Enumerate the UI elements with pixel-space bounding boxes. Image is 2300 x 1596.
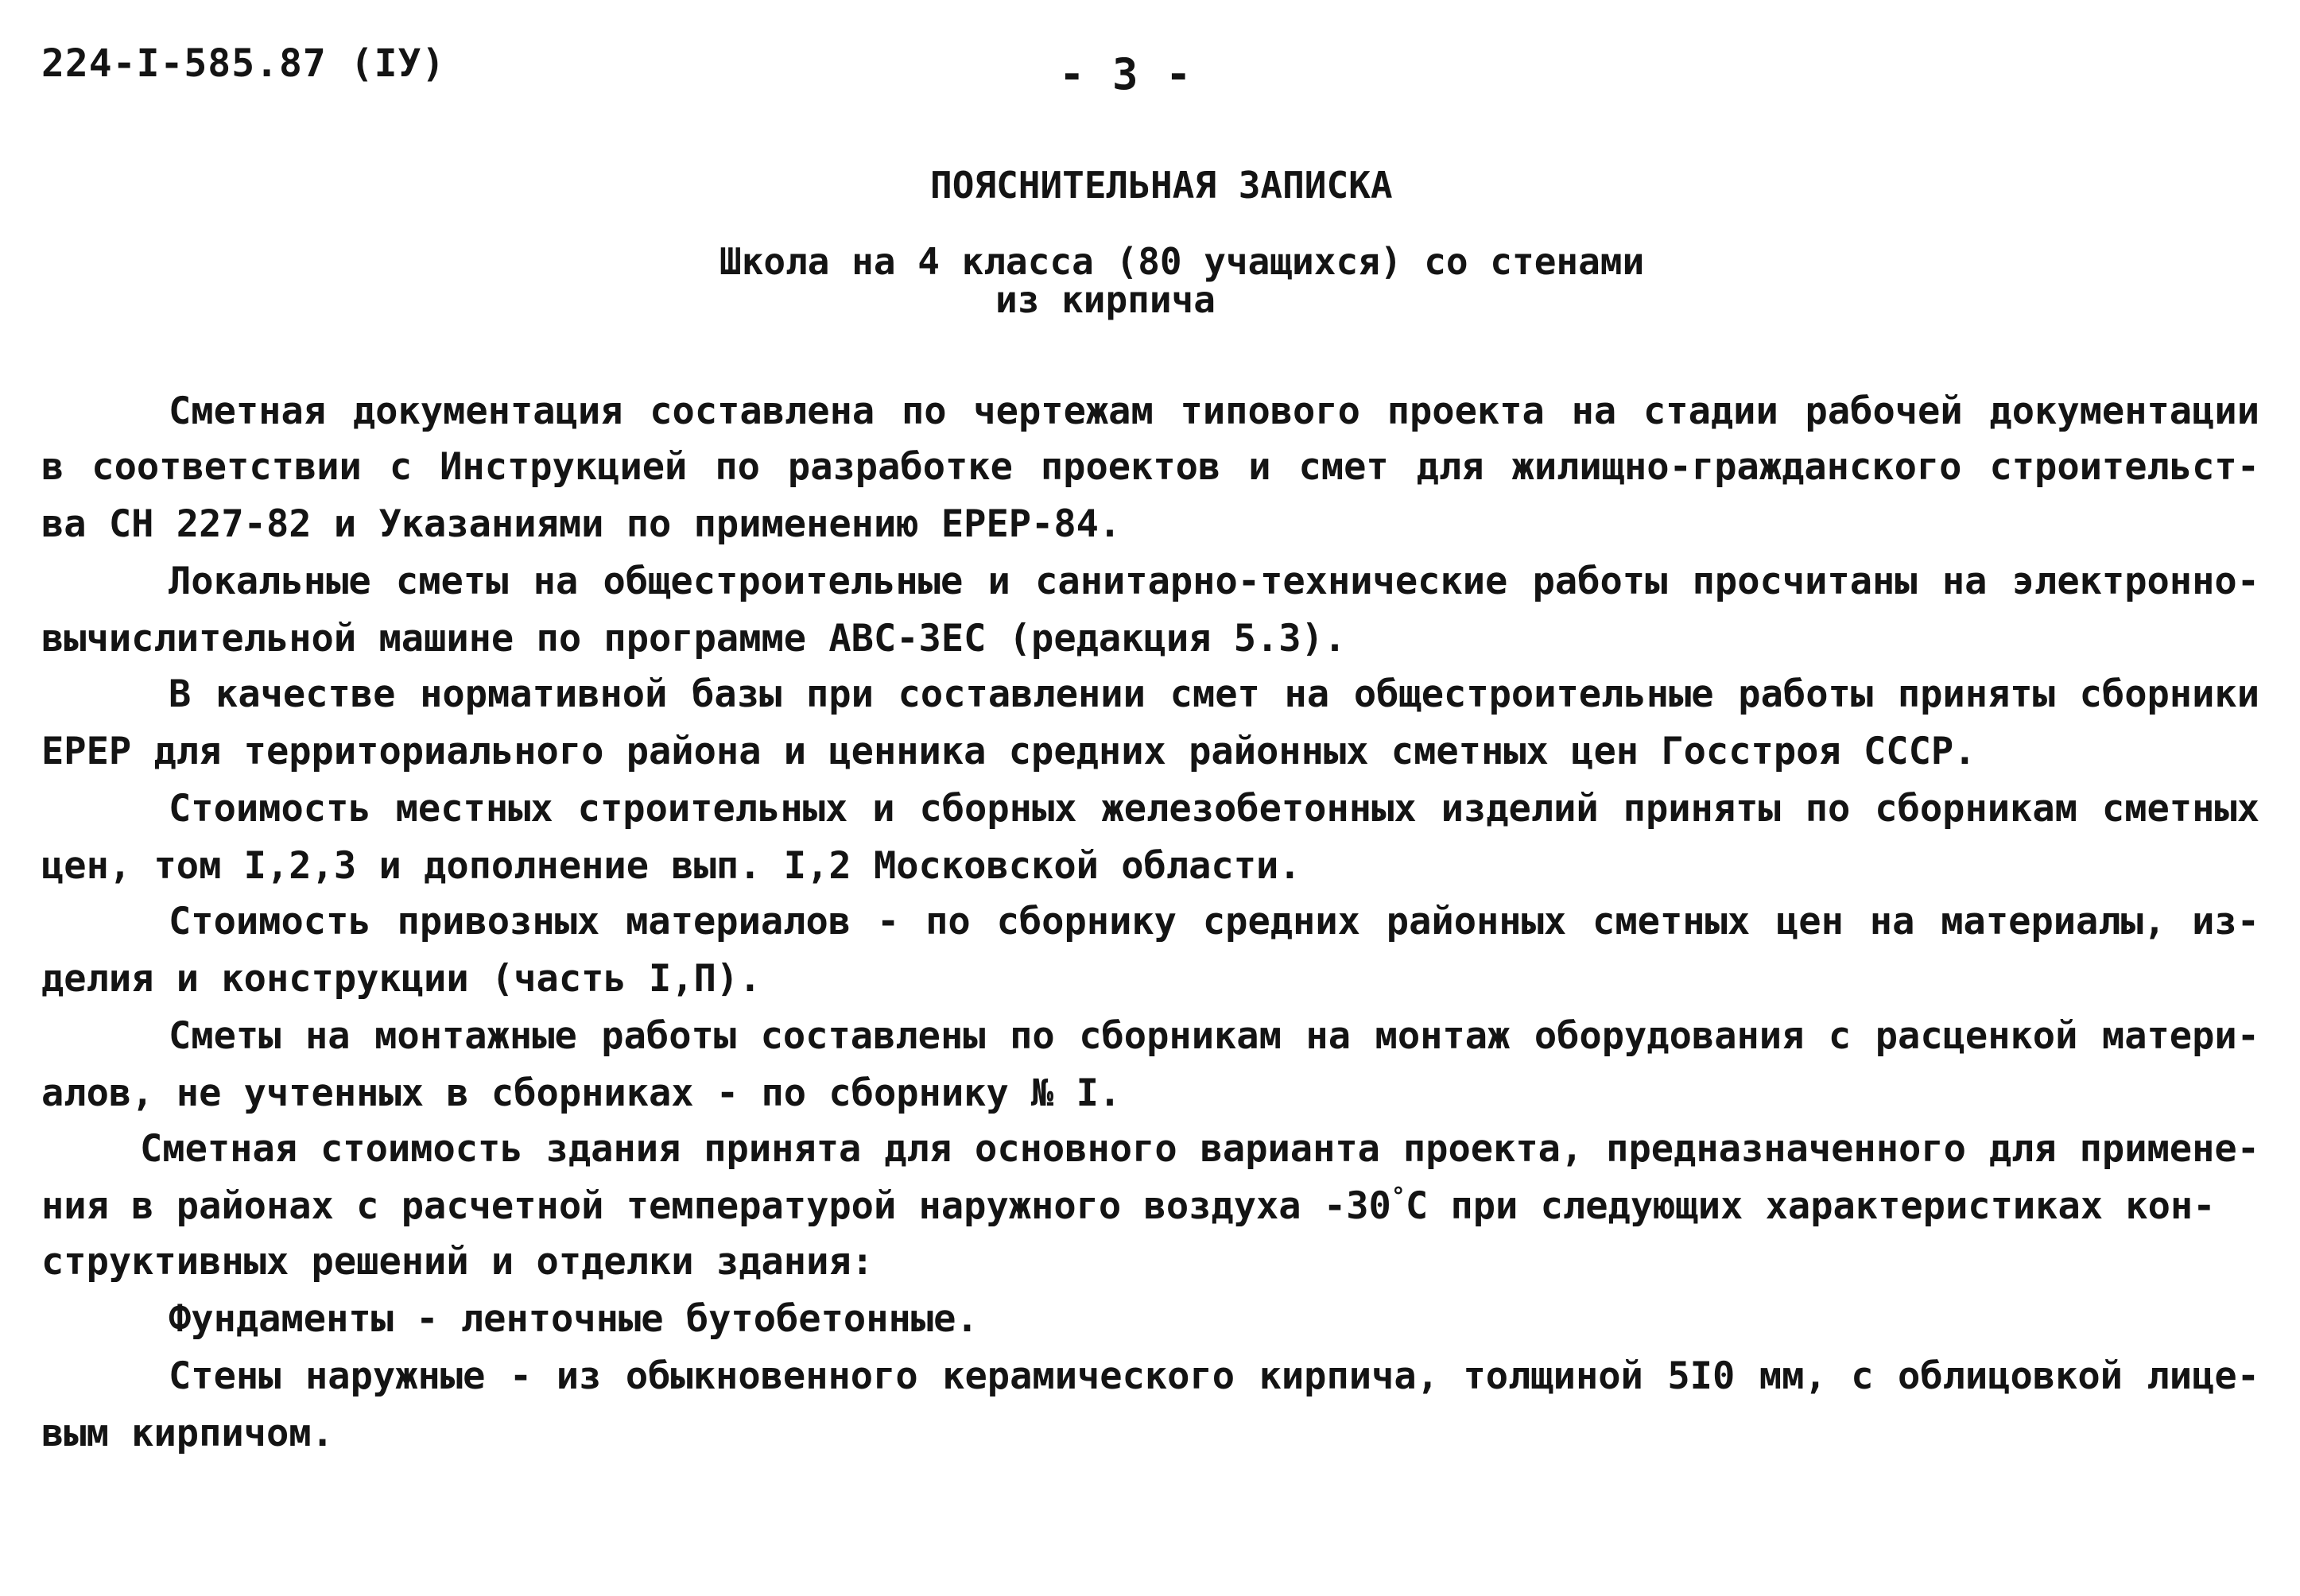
document-subtitle-line-2: из кирпича [995,278,1216,321]
body-line-5: вычислительной машине по программе АВС-ЗЕС (редакция 5.3). [41,617,1347,660]
body-line-10: Стоимость привозных материалов - по сборнику средних районных сметных цен на материалы, из- [169,900,2259,943]
body-line-13: алов, не учтенных в сборниках - по сборнику № I. [41,1071,1122,1115]
body-line-18: Стены наружные - из обыкновенного керамического кирпича, толщиной 5I0 мм, с облицовкой лице- [169,1354,2259,1398]
body-line-15-text: ния в районах с расчетной температурой наружного воздуха -30 [41,1184,1391,1228]
body-line-4: Локальные сметы на общестроительные и санитарно-технические работы просчитаны на электронно- [169,560,2259,603]
body-line-15 [41,1184,2216,1228]
body-line-8: Стоимость местных строительных и сборных железобетонных изделий приняты по сборникам сметных [169,787,2259,831]
body-line-16: структивных решений и отделки здания: [41,1240,874,1284]
body-line-3: ва СН 227-82 и Указаниями по применению ЕРЕР-84. [41,502,1122,546]
degree-sign: ° [1390,1183,1406,1211]
body-line-14: Сметная стоимость здания принята для основного варианта проекта, предназначенного для примене- [140,1127,2259,1171]
body-line-17: Фундаменты - ленточные бутобетонные. [169,1297,979,1341]
body-line-1: Сметная документация составлена по чертежам типового проекта на стадии рабочей документации [169,389,2259,433]
body-line-9: цен, том I,2,3 и дополнение вып. I,2 Московской области. [41,844,1301,888]
body-line-7: ЕРЕР для территориального района и ценника средних районных сметных цен Госстроя СССР. [41,730,1976,773]
document-code: 224-I-585.87 (IУ) [41,41,446,86]
document-heading: ПОЯСНИТЕЛЬНАЯ ЗАПИСКА [930,164,1393,207]
body-line-15-text-cont: С при следующих характеристиках кон- [1405,1184,2216,1228]
body-line-11: делия и конструкции (часть I,П). [41,957,762,1001]
body-line-19: вым кирпичом. [41,1412,334,1455]
body-line-12: Сметы на монтажные работы составлены по сборникам на монтаж оборудования с расценкой матери- [169,1014,2259,1058]
document-subtitle-line-1: Школа на 4 класса (80 учащихся) со стенами [719,240,1645,283]
body-line-6: В качестве нормативной базы при составлении смет на общестроительные работы приняты сборники [169,672,2259,716]
page-number: - 3 - [1059,49,1193,99]
body-line-2: в соответствии с Инструкцией по разработке проектов и смет для жилищно-гражданского строительст- [41,445,2259,489]
